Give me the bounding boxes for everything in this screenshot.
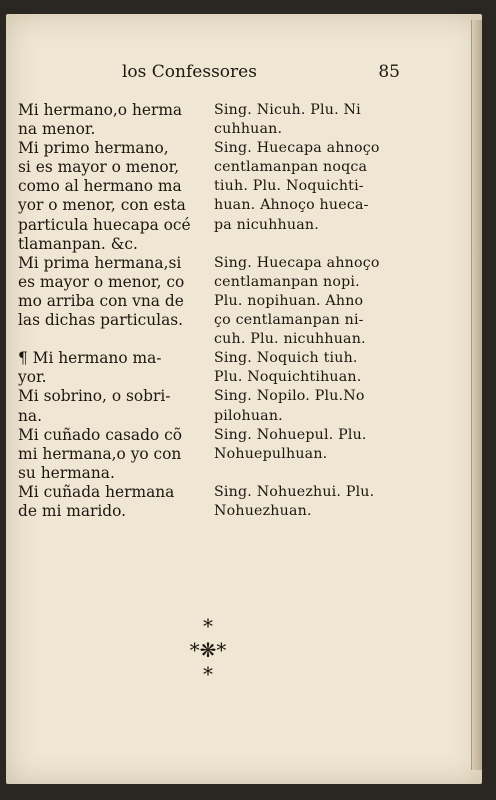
text-line: Mi cuñada hermana (18, 482, 175, 501)
text-line: Mi hermano,o herma (18, 101, 183, 119)
text-line: cuhhuan. (214, 121, 283, 138)
text-line: na. (18, 406, 42, 425)
text-line: Sing. Nohuezhui. Plu. (214, 483, 375, 500)
text-line: cuh. Plu. nicuhhuan. (214, 331, 366, 348)
text-line (214, 464, 406, 483)
text-line: su hermana. (18, 463, 115, 482)
text-line: mi hermana,o yo con (18, 444, 182, 463)
text-line: centlamanpan nopi. (214, 273, 360, 290)
nahuatl-column (214, 101, 406, 521)
text-line: Plu. nopihuan. Ahno (214, 292, 364, 309)
text-line: Nohuepulhuan. (214, 445, 328, 462)
text-line: Sing. Nohuepul. Plu. (214, 426, 367, 443)
text-line: Nohuezhuan. (214, 502, 312, 519)
text-line: como al hermano ma (18, 177, 182, 196)
text-line (18, 330, 208, 349)
text-line: Mi sobrino, o sobri- (18, 387, 171, 406)
text-line: tiuh. Plu. Noquichti- (214, 178, 364, 195)
text-line: yor o menor, con esta (18, 196, 186, 215)
text-line: ¶ Mi hermano ma- (18, 349, 162, 368)
text-line: Sing. Nicuh. Plu. Ni (214, 102, 361, 118)
text-line: ço centlamanpan ni- (214, 312, 364, 329)
text-line: Sing. Huecapa ahnoço (214, 140, 380, 157)
ornament-line: * (203, 614, 213, 638)
text-line: yor. (18, 368, 47, 387)
text-line: es mayor o menor, co (18, 272, 185, 291)
text-line: Sing. Noquich tiuh. (214, 350, 358, 367)
text-line: centlamanpan noqca (214, 159, 368, 176)
text-line (214, 235, 406, 254)
text-line: huan. Ahnoço hueca- (214, 197, 369, 214)
text-line: pilohuan. (214, 407, 283, 424)
running-head: los Confessores (122, 62, 257, 82)
text-line: de mi marido. (18, 501, 127, 520)
text-line: Sing. Huecapa ahnoço (214, 254, 380, 271)
asterism-ornament (178, 614, 238, 688)
page-number: 85 (378, 62, 400, 82)
text-line: mo arriba con vna de (18, 291, 184, 310)
text-line: si es mayor o menor, (18, 158, 180, 177)
text-line: na menor. (18, 120, 96, 139)
spanish-column (18, 101, 208, 521)
text-line: las dichas particulas. (18, 311, 184, 330)
page-header (118, 54, 408, 84)
page-edge (471, 20, 482, 770)
text-line: Mi cuñado casado cõ (18, 425, 182, 444)
ornament-line: *❋* (189, 638, 227, 662)
text-line: Plu. Noquichtihuan. (214, 369, 362, 386)
text-line: Sing. Nopilo. Plu.No (214, 388, 365, 405)
ornament-line: * (203, 662, 213, 686)
text-line: pa nicuhhuan. (214, 216, 319, 233)
text-line: Mi primo hermano, (18, 139, 169, 158)
text-line: Mi prima hermana,si (18, 253, 182, 272)
text-line: tlamanpan. &c. (18, 234, 138, 253)
text-line: particula huecapa océ (18, 215, 191, 234)
